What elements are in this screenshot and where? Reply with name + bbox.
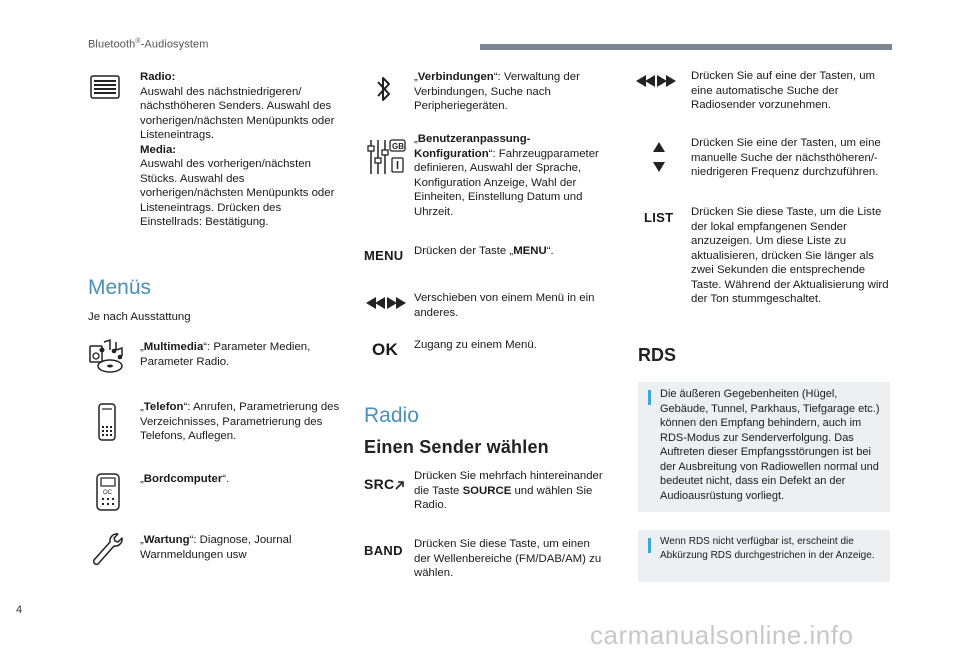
radio-media-block: Radio: Auswahl des nächstniedrigeren/ nächsthöheren Senders. Auswahl des vorherigen/nächsten Menüpunkts oder Listeneintrags. Media: Auswahl des vorherigen/nächsten Stücks. Auswahl des vorherigen/nächsten Menüpunkts oder Listeneintrags. Drücken des Einstellrads: Bestätigung. [140, 71, 335, 228]
info-text-1: Die äußeren Gegebenheiten (Hügel, Gebäude, Tunnel, Parkhaus, Tiefgarage etc.) können den Empfang behindern, auch im RDS-Modus zur Senderverfolgung. Das Auftreten dieser Empfangsstörungen ist bei der Ausbreitung von Radiowellen normal und bedeutet nicht, dass ein Defekt an der Audioausrüstung vorliegt. [660, 388, 880, 502]
info-bar [648, 390, 651, 405]
arrows-text: Verschieben von einem Menü in ein anderes. [414, 292, 595, 319]
src-button-label: SRC [364, 476, 405, 492]
band-text: Drücken Sie diese Taste, um einen der Wellenbereiche (FM/DAB/AM) zu wählen. [414, 538, 602, 579]
menus-heading: Menüs [88, 276, 152, 299]
menu-button-label: MENU [364, 248, 404, 263]
list-text: Drücken Sie diese Taste, um die Liste der lokal empfangenen Sender anzuzeigen. Um diese Liste zu aktualisieren, drücken Sie länger als zwei Sekunden die entsprechende Taste. Während der Aktualisierung wird der Ton stummgeschaltet. [691, 206, 889, 305]
menu-wartung: „Wartung“: Diagnose, Journal Warnmeldungen usw [140, 534, 292, 561]
ok-button-label: OK [372, 340, 399, 359]
settings-config-icon [366, 136, 408, 178]
menus-intro: Je nach Ausstattung [88, 311, 191, 323]
updown-text: Drücken Sie eine der Tasten, um eine manuelle Suche der nächsthöheren/-niedrigeren Frequenz durchzuführen. [691, 137, 881, 178]
list-button-label: LIST [644, 210, 674, 225]
menu-multimedia: „Multimedia“: Parameter Medien, Parameter Radio. [140, 341, 311, 368]
svg-text:GB: GB [392, 142, 404, 151]
src-arrow-icon [395, 480, 405, 490]
multimedia-icon [88, 338, 128, 374]
up-down-arrows-icon [652, 140, 666, 174]
page-number: 4 [16, 604, 23, 616]
rds-info-box-1 [638, 382, 890, 512]
header-bar [480, 44, 892, 50]
sender-heading: Einen Sender wählen [364, 437, 549, 457]
menu-button-text: Drücken der Taste „MENU“. [414, 245, 554, 257]
svg-text:OC: OC [103, 490, 112, 496]
band-button-label: BAND [364, 543, 403, 558]
menu-telefon: „Telefon“: Anrufen, Parametrierung des Verzeichnisses, Parametrierung des Telefons, Auflegen. [140, 401, 340, 442]
seek-arrows-icon [634, 74, 678, 88]
wrench-icon [90, 530, 126, 570]
rds-info-box-2 [638, 530, 890, 582]
bluetooth-icon [374, 72, 394, 106]
ok-text: Zugang zu einem Menü. [414, 339, 537, 351]
page-header-title: Bluetooth®-Audiosystem [88, 38, 209, 51]
watermark: carmanualsonline.info [590, 620, 854, 650]
menu-benutzeranpassung: „Benutzeranpassung-Konfiguration“: Fahrzeugparameter definieren, Auswahl der Sprache, Konfiguration Anzeige, Wahl der Einheiten, Einstellung Datum und Uhrzeit. [414, 133, 599, 218]
seek-text: Drücken Sie auf eine der Tasten, um eine automatische Suche der Radiosender vorzunehmen. [691, 70, 876, 111]
left-right-arrows-icon [364, 296, 408, 310]
rds-heading: RDS [638, 345, 677, 365]
menu-verbindungen: „Verbindungen“: Verwaltung der Verbindungen, Suche nach Peripheriegeräten. [414, 71, 580, 112]
info-text-2: Wenn RDS nicht verfügbar ist, erscheint die Abkürzung RDS durchgestrichen in der Anzeige. [660, 536, 875, 561]
phone-icon [96, 402, 118, 442]
radio-heading: Radio [364, 404, 419, 427]
menu-bordcomputer: „Bordcomputer“. [140, 473, 230, 485]
radio-list-icon [88, 72, 122, 102]
info-bar [648, 538, 651, 553]
src-text: Drücken Sie mehrfach hintereinander die Taste SOURCE und wählen Sie Radio. [414, 470, 603, 511]
trip-computer-icon [94, 472, 122, 512]
